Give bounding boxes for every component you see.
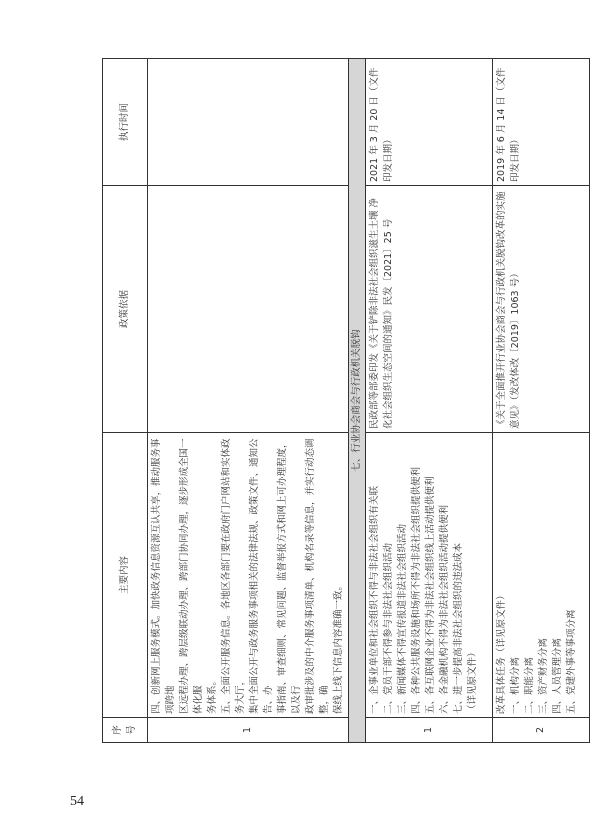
content-line: 一、企事业单位和社会组织不得与非法社会组织有关联 bbox=[369, 485, 380, 714]
content-line: 三、新闻媒体不得宣传报道非法社会组织活动 bbox=[397, 523, 408, 714]
content-line: 四、各种公共服务设施和场所不得为非法社会组织提供便利 bbox=[411, 466, 422, 714]
content-line: 五、党建外事等事项分离 bbox=[566, 609, 577, 714]
content-line: 四、创新网上服务模式。加快政务信息资源互认共享，推动服务事项跨地 bbox=[151, 438, 176, 714]
content-line: 政审批涉及的中介服务事项清单、机构名录等信息，并实行动态调整，确 bbox=[305, 438, 330, 714]
content-line: 三、资产财务分离 bbox=[538, 637, 549, 714]
policy-basis-cell: 《关于全面推开行业协会商会与行政机关脱钩改革的实施意见》（发改体改〔2019〕1063 号） bbox=[493, 186, 590, 433]
content-line: 区远程办理、跨层级联动办理、跨部门协同办理，逐步形成全国一体化服 bbox=[179, 438, 204, 714]
policy-basis-cell: 民政部等部委印发《关于铲除非法社会组织滋生土壤 净化社会组织生态空间的通知》民发〔2021〕25 号 bbox=[366, 186, 493, 433]
execution-date-cell bbox=[148, 59, 349, 186]
row-number: 2 bbox=[493, 718, 590, 743]
table-row bbox=[148, 59, 349, 743]
content-line: 六、各金融机构不得为非法社会组织活动提供便利 bbox=[439, 504, 450, 714]
content-line: 二、党员干部不得参与非法社会组织活动 bbox=[383, 542, 394, 714]
row-number: 1 bbox=[366, 718, 493, 743]
header-basis: 政策依据 bbox=[103, 186, 148, 433]
content-line: 保线上线下信息内容准确一致。 bbox=[333, 580, 344, 714]
row-number: 1 bbox=[148, 718, 349, 743]
policy-table bbox=[102, 58, 590, 743]
rotated-table-wrapper bbox=[102, 67, 577, 743]
execution-date-cell: 2019 年 6 月 14 日（文件印发日期） bbox=[493, 59, 590, 186]
content-line: 五、各互联网企业不得为非法社会组织线上活动提供便利 bbox=[425, 476, 436, 714]
content-line: 集中全面公开与政务服务事项相关的法律法规、政策文件、通知公告、办 bbox=[249, 438, 274, 714]
content-line: 改革具体任务（详见原文件） bbox=[496, 590, 507, 714]
table-row bbox=[493, 59, 590, 743]
main-content-cell bbox=[366, 433, 493, 718]
page-number: 54 bbox=[70, 794, 84, 809]
policy-basis-cell bbox=[148, 186, 349, 433]
main-content-cell bbox=[493, 433, 590, 718]
section-title: 七、行业协会商会与行政机关脱钩 bbox=[349, 59, 366, 743]
content-line: （详见原文件） bbox=[467, 647, 478, 714]
content-line: 二、职能分离 bbox=[524, 656, 535, 714]
header-content: 主要内容 bbox=[103, 433, 148, 718]
table-header-row bbox=[103, 59, 148, 743]
section-header-row bbox=[349, 59, 366, 743]
execution-date-cell: 2021 年 3 月 20 日（文件印发日期） bbox=[366, 59, 493, 186]
content-line: 务体系。 bbox=[207, 675, 218, 714]
content-line: 四、人员管理分离 bbox=[552, 637, 563, 714]
content-line: 七、进一步提高非法社会组织的违法成本 bbox=[453, 542, 464, 714]
header-date: 执行时间 bbox=[103, 59, 148, 186]
content-line: 五、全面公开服务信息。各地区各部门要在政府门户网站和实体政务大厅， bbox=[221, 438, 246, 714]
content-line: 事指南、审查细则、常见问题、监督举报方式和网上可办理程度，以及行 bbox=[277, 438, 302, 714]
header-no: 序号 bbox=[103, 718, 148, 743]
table-row bbox=[366, 59, 493, 743]
content-line: 一、机构分离 bbox=[510, 656, 521, 714]
main-content-cell bbox=[148, 433, 349, 718]
